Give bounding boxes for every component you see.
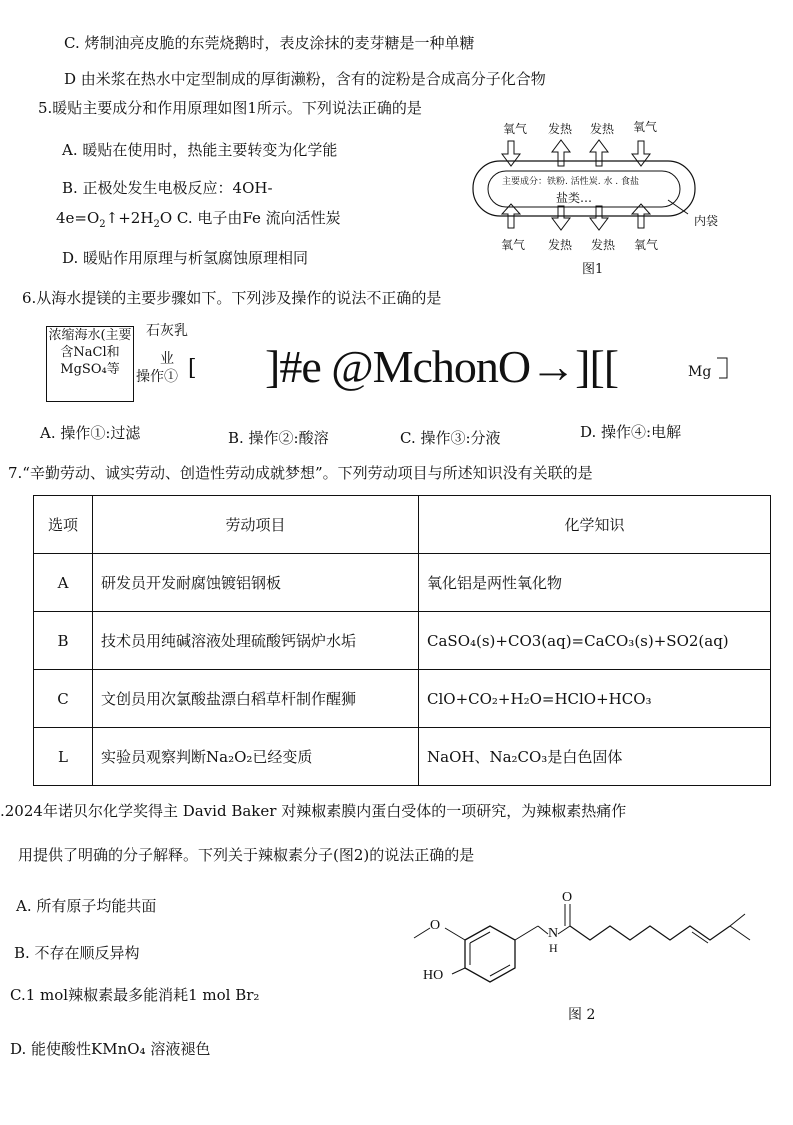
table-row: [34, 728, 771, 786]
header-knowledge: 化学知识: [419, 496, 771, 554]
fig1-top-label-4: 氧气: [633, 120, 658, 134]
table-header-row: [34, 496, 771, 554]
fig1-inner-text-2: 盐类…: [556, 191, 593, 205]
fig1-bottom-label-1: 氧气: [501, 238, 526, 252]
q8-option-c: C.1 mol辣椒素最多能消耗1 mol Br₂: [10, 986, 260, 1004]
q6-option-a: A. 操作①:过滤: [40, 424, 141, 442]
operation-1-label: 操作①: [136, 369, 178, 385]
q8-option-d: D. 能使酸性KMnO₄ 溶液褪色: [10, 1040, 211, 1058]
row-option: L: [34, 728, 93, 786]
q5-option-b: B. 正极处发生电极反应：4OH-: [62, 179, 273, 197]
product-mg: Mg: [688, 364, 712, 380]
row-knowledge: NaOH、Na₂CO₃是白色固体: [419, 728, 771, 786]
flow-end-bracket: [715, 356, 733, 382]
q8-stem-line-1: .2024年诺贝尔化学奖得主 David Baker 对辣椒素膜内蛋白受体的一项研究，为辣椒素热痛作: [0, 802, 627, 820]
fig1-bottom-label-3: 发热: [591, 238, 616, 252]
q8-stem-line-2: 用提供了明确的分子解释。下列关于辣椒素分子(图2)的说法正确的是: [18, 846, 475, 864]
fig1-bottom-label-4: 氧气: [634, 238, 659, 252]
fig1-bottom-label-2: 发热: [548, 238, 573, 252]
fig1-caption: 图1: [582, 262, 604, 277]
table-row: [34, 554, 771, 612]
header-task: 劳动项目: [93, 496, 419, 554]
q5-option-bc-continued: $4e=O_2↑+2H_2O$ C. 电子由Fe 流向活性炭: [56, 209, 341, 230]
row-option: A: [34, 554, 93, 612]
flow-garbled-glyphs: ]#e @MchonO→][[: [265, 341, 619, 392]
fig1-top-label-2: 发热: [548, 122, 573, 136]
q6-stem: 6.从海水提镁的主要步骤如下。下列涉及操作的说法不正确的是: [22, 289, 442, 307]
row-knowledge: CaSO₄(s)+CO3(aq)=CaCO₃(s)+SO2(aq): [419, 612, 771, 670]
labor-knowledge-table: [33, 495, 771, 786]
capsaicin-structure: [410, 890, 770, 1000]
flow-bracket: [: [188, 356, 197, 381]
row-task: 技术员用纯碱溶液处理硫酸钙锅炉水垢: [93, 612, 419, 670]
row-task: 文创员用次氯酸盐漂白稻草杆制作醒狮: [93, 670, 419, 728]
row-task: 实验员观察判断Na₂O₂已经变质: [93, 728, 419, 786]
q8-option-a: A. 所有原子均能共面: [16, 897, 157, 915]
fig1-top-label-1: 氧气: [503, 122, 528, 136]
fig2-ho: HO: [423, 968, 444, 983]
q4-option-c: C. 烤制油亮皮脆的东莞烧鹅时，表皮涂抹的麦芽糖是一种单糖: [64, 34, 475, 52]
header-option: 选项: [34, 496, 93, 554]
figure-1-hand-warmer: [468, 116, 730, 276]
fig2-caption: 图 2: [568, 1007, 596, 1023]
reagent-label: 石灰乳: [146, 323, 188, 339]
table-row: [34, 612, 771, 670]
row-option: B: [34, 612, 93, 670]
q5-option-d: D. 暖贴作用原理与析氢腐蚀原理相同: [62, 249, 309, 267]
fig2-h: H: [549, 941, 558, 955]
row-task: 研发员开发耐腐蚀镀铝钢板: [93, 554, 419, 612]
q6-option-c: C. 操作③:分液: [400, 429, 501, 447]
q7-stem: 7.“辛勤劳动、诚实劳动、创造性劳动成就梦想”。下列劳动项目与所述知识没有关联的是: [8, 464, 593, 482]
q6-option-d: D. 操作④:电解: [580, 423, 682, 441]
table-row: [34, 670, 771, 728]
figure-2-capsaicin: [410, 890, 770, 1023]
q4-option-d: D 由米浆在热水中定型制成的厚街濑粉，含有的淀粉是合成高分子化合物: [64, 70, 546, 88]
fig1-side-label: 内袋: [694, 214, 719, 228]
q6-option-b: B. 操作②:酸溶: [228, 429, 329, 447]
fig2-n: N: [548, 926, 559, 941]
fig1-inner-text: 主要成分：铁粉. 活性炭. 水 . 食盐: [502, 177, 640, 187]
row-option: C: [34, 670, 93, 728]
row-knowledge: 氧化铝是两性氧化物: [419, 554, 771, 612]
fig2-o-carbonyl: O: [562, 890, 573, 905]
q5-stem: 5.暖贴主要成分和作用原理如图1所示。下列说法正确的是: [38, 99, 422, 117]
seawater-box: 浓缩海水(主要含NaCl和MgSO₄等: [46, 326, 134, 402]
q5-option-a: A. 暖贴在使用时，热能主要转变为化学能: [62, 141, 338, 159]
q8-option-b: B. 不存在顺反异构: [14, 944, 140, 962]
fig2-o-methoxy: O: [430, 918, 441, 933]
fig1-top-label-3: 发热: [590, 122, 615, 136]
row-knowledge: ClO+CO₂+H₂O=HClO+HCO₃: [419, 670, 771, 728]
reagent-label-2: 业: [160, 351, 174, 367]
